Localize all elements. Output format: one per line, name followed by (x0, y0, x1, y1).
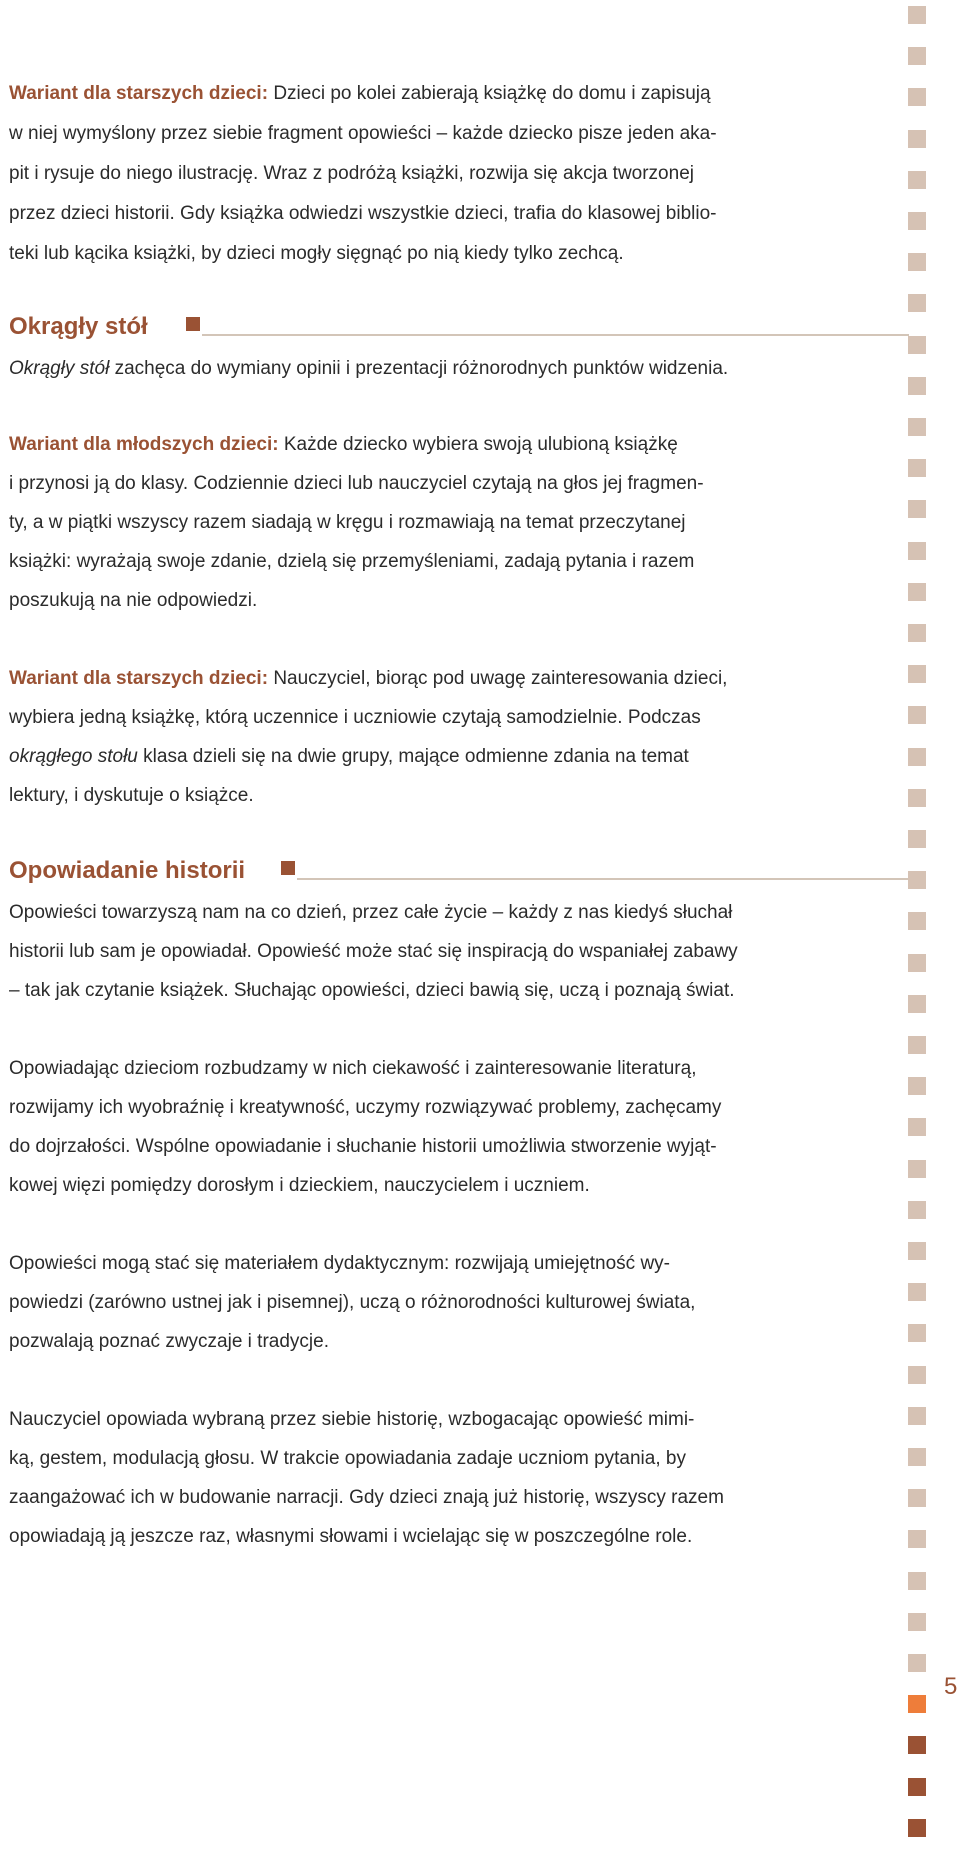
text-line: ty, a w piątki wszyscy razem siadają w kręgu i rozmawiają na temat przeczytanej (9, 512, 686, 533)
text-line: Nauczyciel opowiada wybraną przez siebie historię, wzbogacając opowieść mimi- (9, 1409, 695, 1430)
decorative-square (908, 1118, 926, 1136)
section-heading-storytelling (9, 851, 909, 891)
decorative-square (908, 1201, 926, 1219)
decorative-square (908, 1819, 926, 1837)
decorative-square-column (908, 0, 926, 1857)
decorative-square (908, 1283, 926, 1301)
decorative-square (908, 1654, 926, 1672)
decorative-square (908, 47, 926, 65)
decorative-square (908, 1613, 926, 1631)
decorative-square (908, 1160, 926, 1178)
text-line: zaangażować ich w budowanie narracji. Gdy dzieci znają już historię, wszyscy razem (9, 1487, 724, 1508)
decorative-square (908, 583, 926, 601)
decorative-square (908, 130, 926, 148)
decorative-square (908, 1324, 926, 1342)
decorative-square (908, 789, 926, 807)
text-line: Opowieści mogą stać się materiałem dydaktycznym: rozwijają umiejętność wy- (9, 1253, 671, 1274)
decorative-square (908, 212, 926, 230)
round-table-intro: Okrągły stół zachęca do wymiany opinii i prezentacji różnorodnych punktów widzenia. (9, 358, 729, 379)
decorative-square (908, 706, 926, 724)
decorative-square (908, 336, 926, 354)
decorative-square (908, 912, 926, 930)
decorative-square (908, 459, 926, 477)
variant-label: Wariant dla młodszych dzieci: (9, 434, 279, 455)
text-line: Wariant dla starszych dzieci: Nauczyciel, biorąc pod uwagę zainteresowania dzieci, (9, 668, 728, 689)
decorative-square (908, 1530, 926, 1548)
text-line: lektury, i dyskutuje o książce. (9, 785, 254, 806)
text-line: historii lub sam je opowiadał. Opowieść może stać się inspiracją do wspaniałej zabawy (9, 941, 738, 962)
decorative-square (908, 748, 926, 766)
text-line: książki: wyrażają swoje zdanie, dzielą się przemyśleniami, zadają pytania i razem (9, 551, 695, 572)
text-line: poszukują na nie odpowiedzi. (9, 590, 258, 611)
text-line: Opowieści towarzyszą nam na co dzień, przez całe życie – każdy z nas kiedyś słuchał (9, 902, 733, 923)
decorative-square (908, 500, 926, 518)
heading-square-icon (281, 861, 295, 875)
page-number: 5 (944, 1673, 958, 1700)
section-title: Opowiadanie historii (9, 857, 246, 884)
decorative-square (908, 1448, 926, 1466)
decorative-square (908, 1366, 926, 1384)
decorative-square (908, 665, 926, 683)
heading-rule (202, 334, 909, 336)
decorative-square (908, 1736, 926, 1754)
decorative-square (908, 294, 926, 312)
decorative-square (908, 377, 926, 395)
decorative-square (908, 1572, 926, 1590)
text-line: pozwalają poznać zwyczaje i tradycje. (9, 1331, 329, 1352)
heading-square-icon (186, 317, 200, 331)
text-line: teki lub kącika książki, by dzieci mogły sięgnąć po nią kiedy tylko zechcą. (9, 243, 624, 264)
decorative-square (908, 1778, 926, 1796)
variant-label: Wariant dla starszych dzieci: (9, 668, 269, 689)
text-line: opowiadają ją jeszcze raz, własnymi słowami i wcielając się w poszczególne role. (9, 1526, 693, 1547)
text-line: przez dzieci historii. Gdy książka odwiedzi wszystkie dzieci, trafia do klasowej biblio- (9, 203, 717, 224)
decorative-square (908, 171, 926, 189)
text-line: i przynosi ją do klasy. Codziennie dzieci lub nauczyciel czytają na głos jej fragmen- (9, 473, 704, 494)
text-line: rozwijamy ich wyobraźnię i kreatywność, uczymy rozwiązywać problemy, zachęcamy (9, 1097, 722, 1118)
text-line: pit i rysuje do niego ilustrację. Wraz z podróżą książki, rozwija się akcja tworzonej (9, 163, 694, 184)
decorative-square (908, 995, 926, 1013)
decorative-square (908, 954, 926, 972)
text-line: w niej wymyślony przez siebie fragment opowieści – każde dziecko pisze jeden aka- (9, 123, 717, 144)
text-line: wybiera jedną książkę, którą uczennice i uczniowie czytają samodzielnie. Podczas (9, 707, 701, 728)
text-line: do dojrzałości. Wspólne opowiadanie i słuchanie historii umożliwia stworzenie wyjąt- (9, 1136, 717, 1157)
decorative-square (908, 1242, 926, 1260)
text-line: Wariant dla młodszych dzieci: Każde dziecko wybiera swoją ulubioną książkę (9, 434, 678, 455)
decorative-square (908, 871, 926, 889)
decorative-square (908, 1077, 926, 1095)
text-line: powiedzi (zarówno ustnej jak i pisemnej), uczą o różnorodności kulturowej świata, (9, 1292, 696, 1313)
text-line: okrągłego stołu klasa dzieli się na dwie grupy, mające odmienne zdania na temat (9, 746, 689, 767)
decorative-square (908, 253, 926, 271)
decorative-square (908, 830, 926, 848)
decorative-square (908, 88, 926, 106)
decorative-square (908, 542, 926, 560)
section-heading-round-table (9, 307, 909, 347)
section-title: Okrągły stół (9, 313, 148, 340)
page-marker-square (908, 1695, 926, 1713)
decorative-square (908, 418, 926, 436)
text-line: Wariant dla starszych dzieci: Dzieci po kolei zabierają książkę do domu i zapisują (9, 83, 711, 104)
text-line: ką, gestem, modulacją głosu. W trakcie opowiadania zadaje uczniom pytania, by (9, 1448, 686, 1469)
decorative-square (908, 1036, 926, 1054)
text-line: Opowiadając dzieciom rozbudzamy w nich ciekawość i zainteresowanie literaturą, (9, 1058, 697, 1079)
variant-label: Wariant dla starszych dzieci: (9, 83, 269, 104)
decorative-square (908, 624, 926, 642)
decorative-square (908, 1489, 926, 1507)
decorative-square (908, 1407, 926, 1425)
heading-rule (297, 878, 909, 880)
text-line: kowej więzi pomiędzy dorosłym i dzieckiem, nauczycielem i uczniem. (9, 1175, 590, 1196)
text-line: – tak jak czytanie książek. Słuchając opowieści, dzieci bawią się, uczą i poznają świat. (9, 980, 735, 1001)
decorative-square (908, 6, 926, 24)
